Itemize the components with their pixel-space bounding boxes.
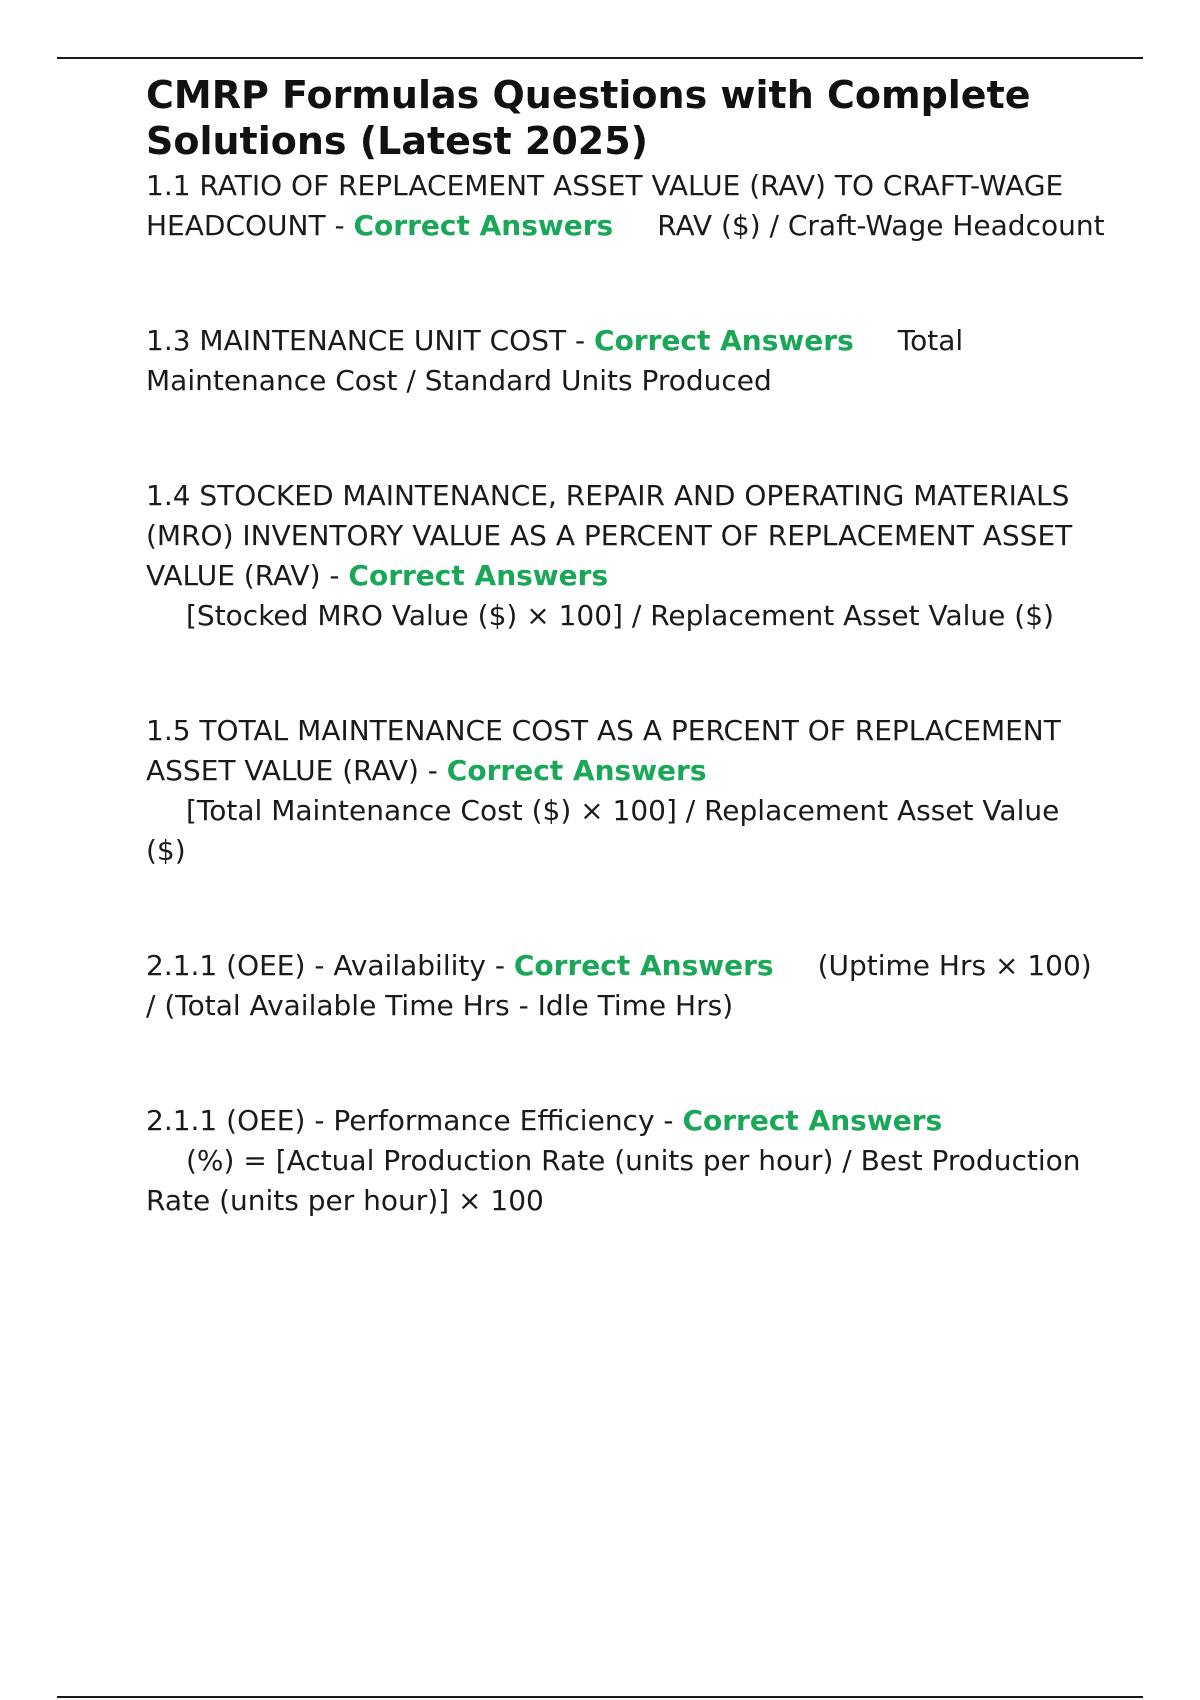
separator: - [485, 949, 514, 982]
answer-text: [Stocked MRO Value ($) × 100] / Replacement Asset Value ($) [186, 599, 1054, 632]
qa-item [146, 321, 1106, 401]
separator: - [566, 324, 595, 357]
question-text: 1.3 MAINTENANCE UNIT COST [146, 324, 567, 357]
answer-label: Correct Answers [513, 949, 774, 982]
answer-text: Total Maintenance Cost / Standard Units Produced [146, 324, 964, 397]
top-rule [57, 57, 1143, 59]
answer-label: Correct Answers [353, 209, 614, 242]
answer-label: Correct Answers [682, 1104, 943, 1137]
separator: - [654, 1104, 683, 1137]
answer-label: Correct Answers [348, 559, 609, 592]
answer-text: (%) = [Actual Production Rate (units per hour) / Best Production Rate (units per hour)] × 100 [146, 1144, 1081, 1217]
question-text: 2.1.1 (OEE) - Availability [146, 949, 486, 982]
question-text: 2.1.1 (OEE) - Performance Efficiency [146, 1104, 655, 1137]
answer-label: Correct Answers [594, 324, 854, 357]
bottom-rule [57, 1696, 1143, 1698]
answer-text: RAV ($) / Craft-Wage Headcount [657, 209, 1105, 242]
question-text: 1.4 STOCKED MAINTENANCE, REPAIR AND OPERATING MATERIALS (MRO) INVENTORY VALUE AS A PERCENT OF REPLACEMENT ASSET VALUE (RAV) [146, 479, 1073, 592]
qa-item [146, 1101, 1106, 1221]
qa-item [146, 166, 1106, 246]
separator: - [325, 209, 354, 242]
document-title: CMRP Formulas Questions with Complete Solutions (Latest 2025) [146, 73, 1031, 163]
qa-item [146, 476, 1106, 636]
qa-item [146, 711, 1106, 871]
separator: - [320, 559, 349, 592]
qa-item [146, 946, 1106, 1026]
question-text: 1.5 TOTAL MAINTENANCE COST AS A PERCENT OF REPLACEMENT ASSET VALUE (RAV) [146, 714, 1061, 787]
question-text: 1.1 RATIO OF REPLACEMENT ASSET VALUE (RAV) TO CRAFT-WAGE HEADCOUNT [146, 169, 1064, 242]
document-body [146, 72, 1106, 1221]
answer-text: [Total Maintenance Cost ($) × 100] / Replacement Asset Value ($) [146, 794, 1060, 867]
answer-text: (Uptime Hrs × 100) / (Total Available Time Hrs - Idle Time Hrs) [146, 949, 1092, 1022]
separator: - [418, 754, 447, 787]
answer-label: Correct Answers [446, 754, 707, 787]
